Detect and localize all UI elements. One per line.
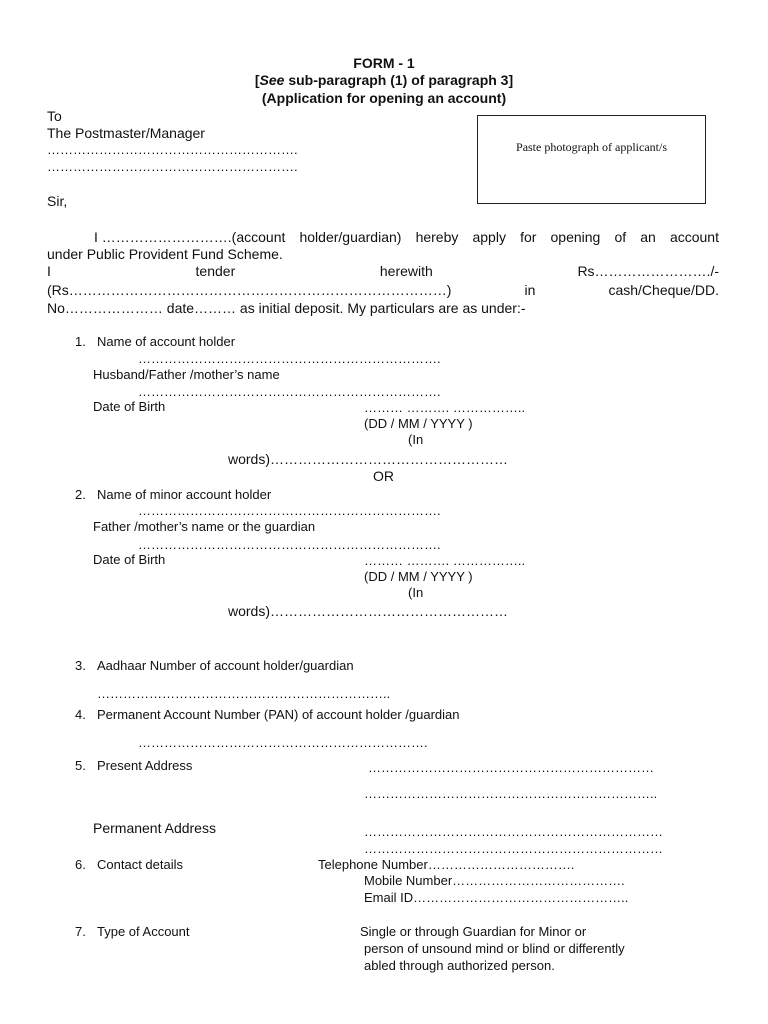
item-2-words-field[interactable]: words)…………………………………………… [228, 603, 509, 619]
photo-box-label: Paste photograph of applicant/s [516, 140, 667, 154]
account-type-line-3: abled through authorized person. [364, 958, 555, 973]
item-4-number: 4. [75, 707, 86, 722]
item-2-dob-format: (DD / MM / YYYY ) [364, 569, 473, 584]
form-number: FORM - 1 [353, 55, 415, 71]
intro-word: cash/Cheque/DD. [608, 282, 719, 298]
pan-field[interactable]: …………………………………………………………. [138, 735, 428, 750]
item-2-dob-label: Date of Birth [93, 552, 166, 567]
intro-line-4 [47, 282, 719, 298]
photo-box[interactable] [477, 115, 706, 204]
intro-word: herewith [379, 263, 433, 279]
item-3-label: Aadhaar Number of account holder/guardian [97, 658, 354, 673]
item-1-in-words: (In [408, 432, 424, 447]
item-5-number: 5. [75, 758, 86, 773]
intro-line-3 [47, 263, 719, 279]
intro-word: tender [195, 263, 236, 279]
intro-word: an [640, 229, 656, 245]
intro-word: in [524, 282, 536, 298]
reference-see: See [259, 72, 285, 88]
form-reference [0, 72, 768, 88]
item-2-parent-label: Father /mother’s name or the guardian [93, 519, 316, 534]
item-1-dob-format: (DD / MM / YYYY ) [364, 416, 473, 431]
telephone-field[interactable]: Telephone Number……………………………. [318, 857, 575, 872]
account-type-line-1: Single or through Guardian for Minor or [360, 924, 587, 939]
aadhaar-field[interactable]: ………………………………………………………….. [97, 686, 391, 701]
address-recipient: The Postmaster/Manager [47, 125, 205, 141]
item-1-parent-field[interactable]: ……………………………………………………………. [138, 384, 441, 399]
form-subtitle: (Application for opening an account) [261, 90, 507, 106]
item-2-number: 2. [75, 487, 86, 502]
item-1-dob-field[interactable]: ……… ………. …………….. [364, 400, 526, 415]
item-2-label: Name of minor account holder [97, 487, 272, 502]
intro-line-2: under Public Provident Fund Scheme. [47, 246, 283, 262]
item-7-number: 7. [75, 924, 86, 939]
permanent-address-line-2[interactable]: …………………………………………………………… [364, 841, 663, 856]
item-1-name-field[interactable]: ……………………………………………………………. [138, 351, 441, 366]
intro-word: of [614, 229, 627, 245]
item-2-name-field[interactable]: ……………………………………………………………. [138, 503, 441, 518]
present-address-line-1[interactable]: ………………………………………………………… [368, 760, 654, 775]
intro-line-1 [47, 229, 719, 245]
item-1-dob-label: Date of Birth [93, 399, 166, 414]
item-1-parent-label: Husband/Father /mother’s name [93, 367, 280, 382]
intro-line-5: No………………… date……… as initial deposit. My particulars are as under:- [47, 300, 526, 316]
item-6-label: Contact details [97, 857, 183, 872]
permanent-address-line-1[interactable]: …………………………………………………………… [364, 824, 663, 839]
intro-word: for [520, 229, 537, 245]
salutation: Sir, [47, 193, 68, 209]
item-6-number: 6. [75, 857, 86, 872]
intro-word: (Rs………………………………………………………………………) [47, 282, 452, 298]
item-1-label: Name of account holder [97, 334, 236, 349]
item-1-number: 1. [75, 334, 86, 349]
intro-word: I ……………………….(account [94, 229, 286, 245]
present-address-line-2[interactable]: ………………………………………………………….. [364, 786, 658, 801]
intro-word: apply [472, 229, 506, 245]
reference-rest: sub-paragraph (1) of paragraph 3] [284, 72, 514, 88]
item-4-label: Permanent Account Number (PAN) of account holder /guardian [97, 707, 460, 722]
reference-bracket: [ [254, 72, 260, 88]
account-type-line-2: person of unsound mind or blind or differently [364, 941, 625, 956]
intro-word: hereby [415, 229, 459, 245]
or-separator: OR [373, 468, 394, 484]
item-7-label: Type of Account [97, 924, 190, 939]
item-5-label: Present Address [97, 758, 193, 773]
intro-word: account [669, 229, 719, 245]
item-3-number: 3. [75, 658, 86, 673]
item-2-parent-field[interactable]: ……………………………………………………………. [138, 537, 441, 552]
permanent-address-label: Permanent Address [93, 820, 216, 836]
item-2-in-words: (In [408, 585, 424, 600]
intro-word: Rs……………………./- [577, 263, 719, 279]
item-1-words-field[interactable]: words)…………………………………………… [228, 451, 509, 467]
address-line-2[interactable]: …………………………………………………. [47, 159, 298, 174]
item-2-dob-field[interactable]: ……… ………. …………….. [364, 553, 526, 568]
intro-word: opening [550, 229, 601, 245]
address-to: To [47, 108, 62, 124]
mobile-field[interactable]: Mobile Number…………………………………. [364, 873, 625, 888]
address-line-1[interactable]: …………………………………………………. [47, 142, 298, 157]
intro-word: holder/guardian) [299, 229, 402, 245]
intro-word: I [47, 263, 51, 279]
email-field[interactable]: Email ID………………………………………….. [364, 890, 629, 905]
